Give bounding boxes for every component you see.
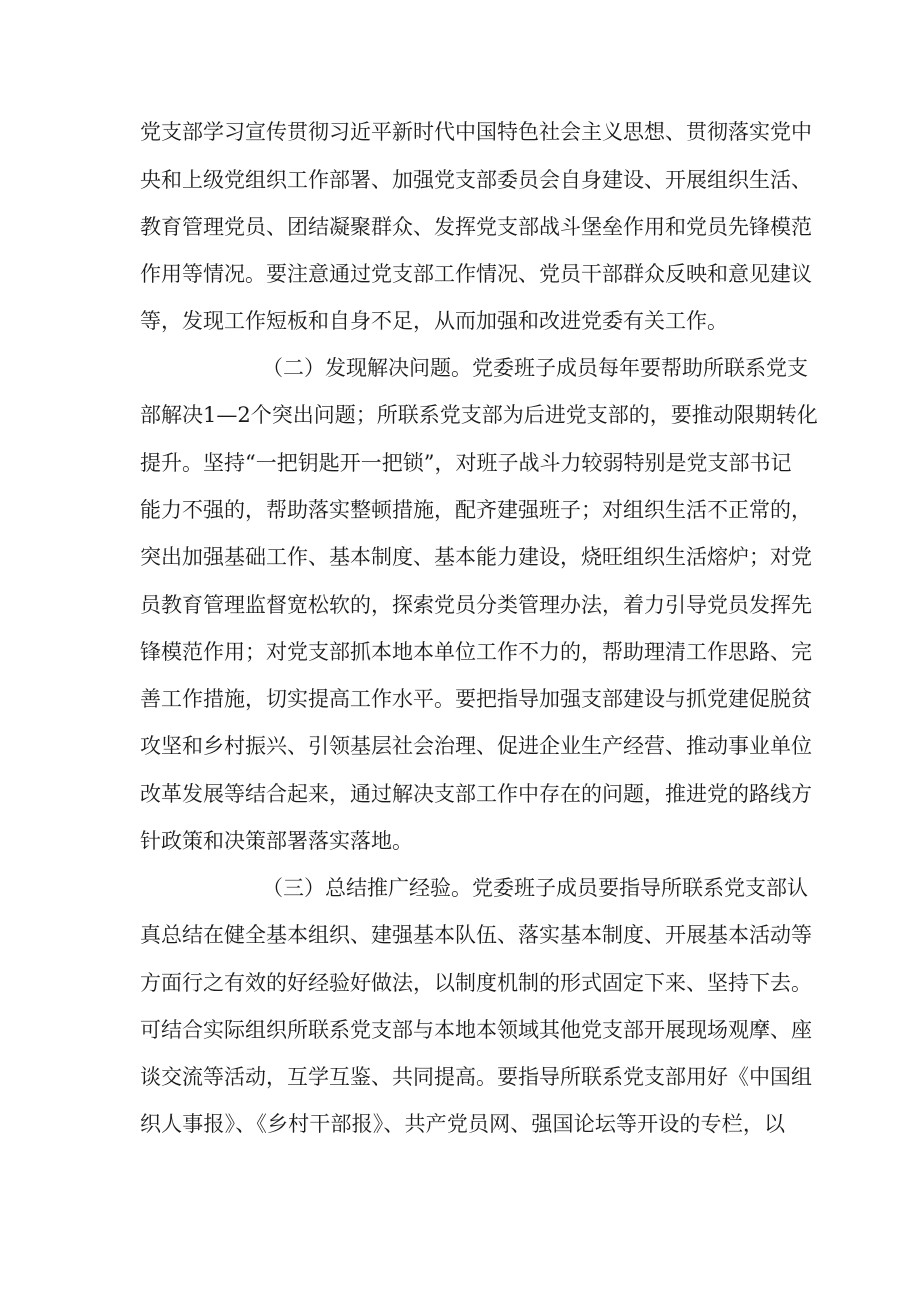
text-line: 提升。坚持“一把钥匙开一把锁”，对班子战斗力较弱特别是党支部书记 (140, 451, 792, 475)
text-line: 改革发展等结合起来，通过解决支部工作中存在的问题，推进党的路线方 (140, 782, 812, 806)
text-line: 作用等情况。要注意通过党支部工作情况、党员干部群众反映和意见建议 (140, 262, 812, 286)
text-line: 等，发现工作短板和自身不足，从而加强和改进党委有关工作。 (140, 309, 728, 333)
text-line: 真总结在健全基本组织、建强基本队伍、落实基本制度、开展基本活动等 (140, 923, 812, 947)
text-line: 部解决1—2个突出问题；所联系党支部为后进党支部的，要推动限期转化 (140, 403, 818, 427)
text-line: 善工作措施，切实提高工作水平。要把指导加强支部建设与抓党建促脱贫 (140, 687, 812, 711)
text-line: 谈交流等活动，互学互鉴、共同提高。要指导所联系党支部用好《中国组 (140, 1065, 812, 1089)
text-line: 党支部学习宣传贯彻习近平新时代中国特色社会主义思想、贯彻落实党中 (140, 120, 812, 144)
text-line: 锋模范作用；对党支部抓本地本单位工作不力的，帮助理清工作思路、完 (140, 640, 812, 664)
text-line: 织人事报》、《乡村干部报》、共产党员网、强国论坛等开设的专栏，以 (140, 1112, 785, 1136)
text-line: 可结合实际组织所联系党支部与本地本领域其他党支部开展现场观摩、座 (140, 1018, 812, 1042)
text-line: 能力不强的，帮助落实整顿措施，配齐建强班子；对组织生活不正常的， (140, 498, 812, 522)
text-line: 针政策和决策部署落实落地。 (140, 829, 413, 853)
text-line: （三）总结推广经验。党委班子成员要指导所联系党支部认 (262, 876, 808, 900)
text-line: 央和上级党组织工作部署、加强党支部委员会自身建设、开展组织生活、 (140, 168, 812, 192)
text-line: 突出加强基础工作、基本制度、基本能力建设，烧旺组织生活熔炉；对党 (140, 545, 812, 569)
text-line: 攻坚和乡村振兴、引领基层社会治理、促进企业生产经营、推动事业单位 (140, 734, 812, 758)
text-line: （二）发现解决问题。党委班子成员每年要帮助所联系党支 (262, 356, 808, 380)
text-line: 教育管理党员、团结凝聚群众、发挥党支部战斗堡垒作用和党员先锋模范 (140, 215, 812, 239)
text-line: 员教育管理监督宽松软的，探索党员分类管理办法，着力引导党员发挥先 (140, 593, 812, 617)
text-line: 方面行之有效的好经验好做法，以制度机制的形式固定下来、坚持下去。 (140, 971, 812, 995)
